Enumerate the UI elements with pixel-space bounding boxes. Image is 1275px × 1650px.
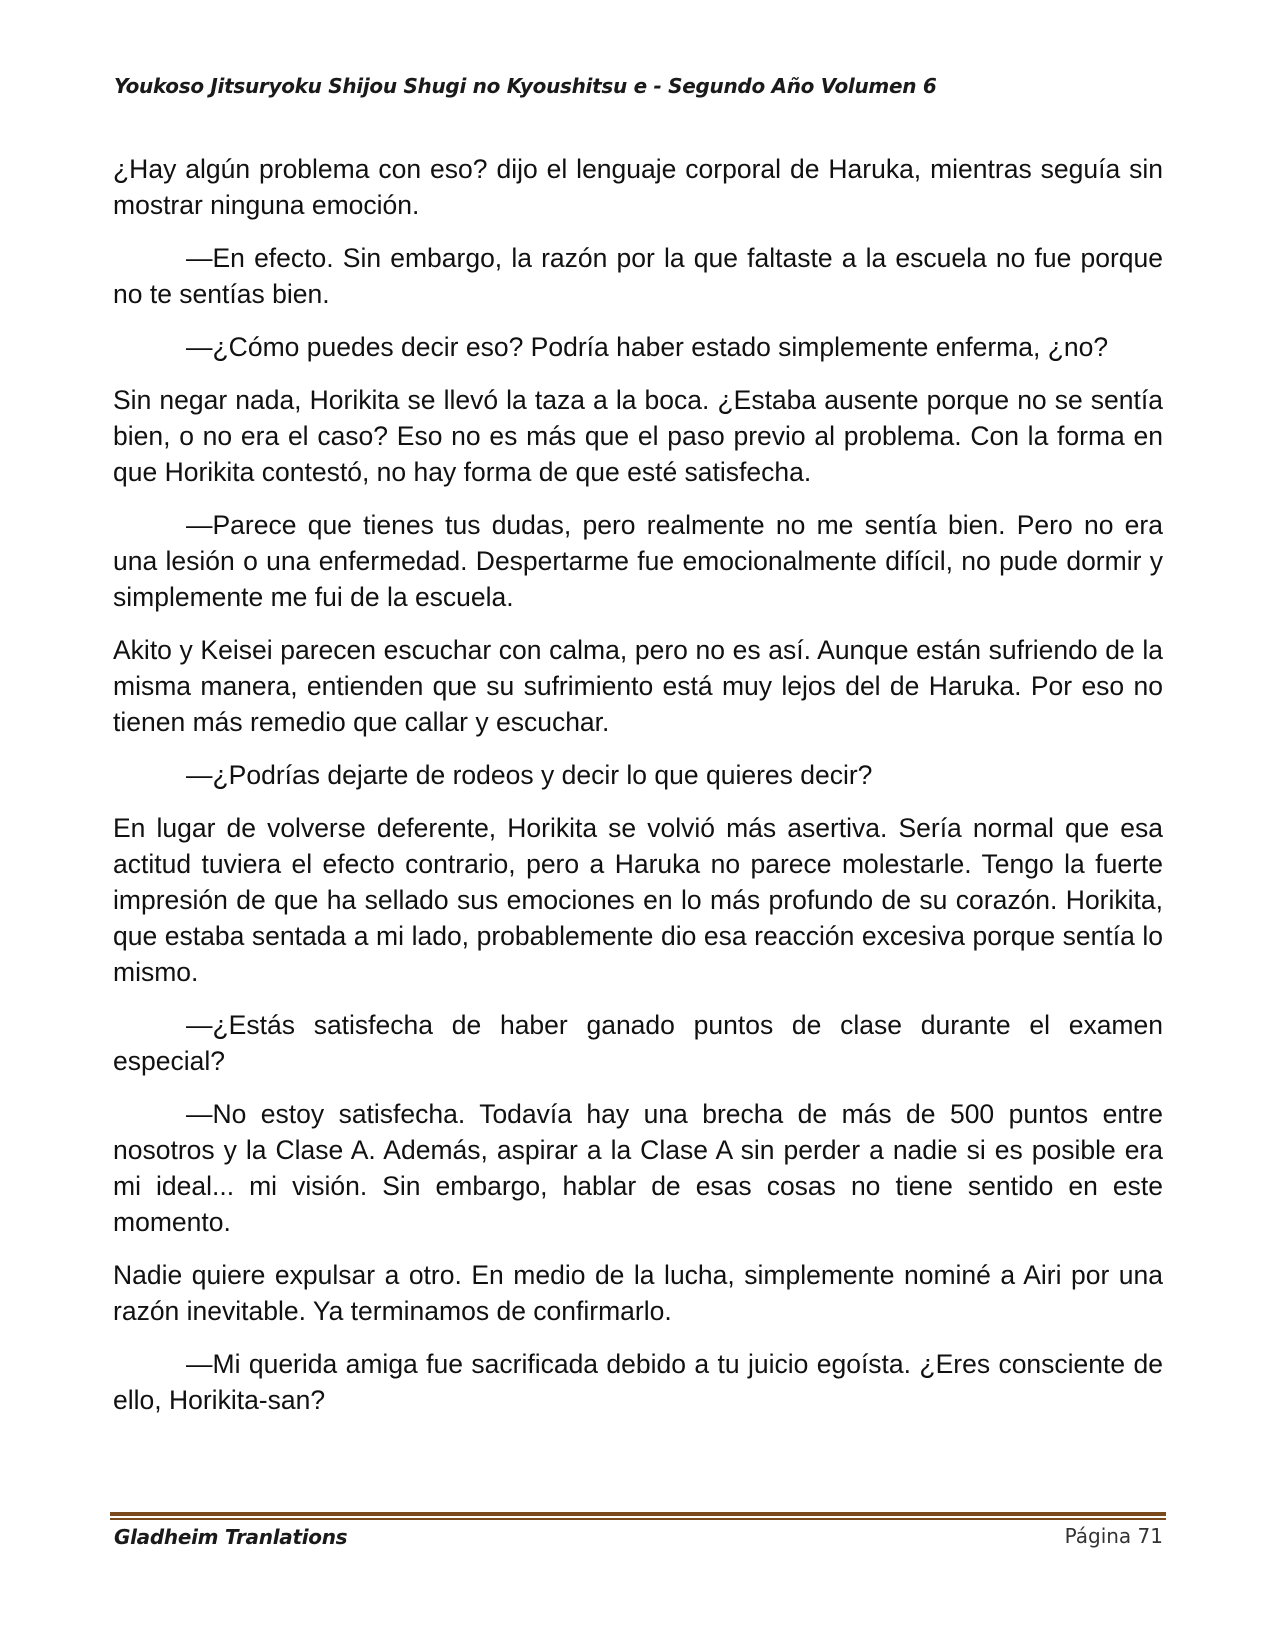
paragraph-7: —¿Podrías dejarte de rodeos y decir lo que quieres decir? — [186, 760, 873, 790]
page-number: Página 71 — [1064, 1524, 1163, 1548]
running-header: Youkoso Jitsuryoku Shijou Shugi no Kyoushitsu e - Segundo Año Volumen 6 — [114, 74, 937, 98]
footer-divider — [110, 1512, 1166, 1521]
paragraph-9: —¿Estás satisfecha de haber ganado puntos de clase durante el examen especial? — [113, 1010, 1163, 1076]
paragraph-4: Sin negar nada, Horikita se llevó la taza a la boca. ¿Estaba ausente porque no se sentía bien, o no era el caso? Eso no es más que el paso previo al problema. Con la forma en que Horikita contestó, no hay forma de que esté satisfecha. — [113, 385, 1163, 487]
paragraph-6: Akito y Keisei parecen escuchar con calma, pero no es así. Aunque están sufriendo de la misma manera, entienden que su sufrimiento está muy lejos del de Haruka. Por eso no tienen más remedio que callar y escuchar. — [113, 635, 1163, 737]
footer-credit: Gladheim Tranlations — [114, 1525, 348, 1549]
paragraph-11: Nadie quiere expulsar a otro. En medio de la lucha, simplemente nominé a Airi por una razón inevitable. Ya terminamos de confirmarlo. — [113, 1260, 1163, 1326]
paragraph-10: —No estoy satisfecha. Todavía hay una brecha de más de 500 puntos entre nosotros y la Clase A. Además, aspirar a la Clase A sin perder a nadie si es posible era mi ideal... mi visión. Sin embargo, hablar de esas cosas no tiene sentido en este momento. — [113, 1099, 1163, 1237]
footer-divider-thick — [110, 1512, 1166, 1516]
paragraph-2: —En efecto. Sin embargo, la razón por la que faltaste a la escuela no fue porque no te sentías bien. — [113, 243, 1163, 309]
footer-divider-thin — [110, 1518, 1166, 1520]
page-body — [113, 151, 1163, 1435]
paragraph-5: —Parece que tienes tus dudas, pero realmente no me sentía bien. Pero no era una lesión o una enfermedad. Despertarme fue emocionalmente difícil, no pude dormir y simplemente me fui de la escuela. — [113, 510, 1163, 612]
paragraph-12: —Mi querida amiga fue sacrificada debido a tu juicio egoísta. ¿Eres consciente de ello, Horikita-san? — [113, 1349, 1163, 1415]
paragraph-3: —¿Cómo puedes decir eso? Podría haber estado simplemente enferma, ¿no? — [186, 332, 1109, 362]
paragraph-8: En lugar de volverse deferente, Horikita se volvió más asertiva. Sería normal que esa actitud tuviera el efecto contrario, pero a Haruka no parece molestarle. Tengo la fuerte impresión de que ha sellado sus emociones en lo más profundo de su corazón. Horikita, que estaba sentada a mi lado, probablemente dio esa reacción excesiva porque sentía lo mismo. — [113, 813, 1163, 987]
paragraph-1: ¿Hay algún problema con eso? dijo el lenguaje corporal de Haruka, mientras seguía sin mostrar ninguna emoción. — [113, 154, 1163, 220]
